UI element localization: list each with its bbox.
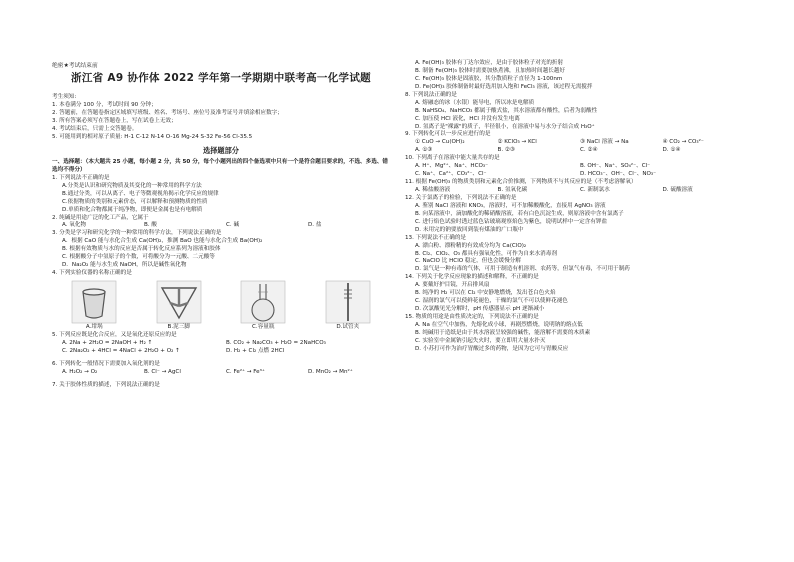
question-option: A. 2Na + 2H₂O = 2NaOH + H₂ ↑ (62, 339, 153, 346)
question-option: ① CuO → Cu(OH)₂ (415, 139, 465, 146)
clay-triangle-icon (156, 280, 202, 324)
question-option: C.依据物质的类别和元素价态，可以解释和预测物质的性质 (62, 198, 208, 205)
question-option: C. ②④ (580, 147, 598, 154)
question-stem: 13. 下列说法不正确的是 (405, 234, 467, 241)
question-option: D. 硫酸溶液 (662, 187, 693, 193)
question-option: D. 未用完的钠要放回到装有煤油的广口瓶中 (415, 226, 524, 233)
question-option: C. Na⁺、Ca²⁺、CO₃²⁻、Cl⁻ (415, 171, 487, 178)
question-option: C. 湿润的氯气可以使鲜花褪色，干燥的氯气不可以使鲜花褪色 (415, 298, 568, 305)
question-option: B. 纯碱用于造纸是由于其水溶液呈较强的碱性，能溶解不需要的木质素 (415, 329, 591, 336)
question-option: A. ①③ (415, 147, 433, 154)
exam-notice (52, 94, 390, 142)
question-option: A. Fe(OH)₃ 胶体有丁达尔效应，是由于胶体粒子对光的折射 (415, 60, 564, 66)
question-option: ④ CO₂ → CO₃²⁻ (662, 139, 704, 146)
question-option: D. MnO₂ → Mn²⁺ (308, 368, 353, 375)
notice-heading: 考生须知: (52, 94, 77, 101)
question-option: A. H₂O₂ → O₂ (62, 368, 98, 375)
question-stem: 3. 分类是学习和研究化学的一种常用的科学方法，下列说法正确的是 (52, 230, 222, 237)
question-stem: 12. 关于氯离子的检验，下列说法不正确的是 (405, 194, 517, 201)
option-row (405, 139, 745, 147)
question-option: ② KClO₃ → KCl (497, 139, 537, 146)
question-option: C. Fe²⁺ → Fe³⁺ (226, 368, 265, 375)
question-option: A. 熔融态的冰（水银）能导电，所以冰是电解质 (415, 99, 535, 106)
option-row (52, 369, 390, 377)
question-option: C. Fe(OH)₃ 胶体是固液胶，其分散质粒子直径为 1-100nm (415, 75, 563, 82)
instrument-label: C.容量瓶 (252, 324, 275, 331)
question-option: D. 次氯酸见光分解时，pH 传感器显示 pH 逐渐减小 (415, 306, 545, 313)
question-option: ③ NaCl 溶液 → Na (580, 139, 629, 146)
option-row (405, 163, 745, 171)
question-option: B. NaHSO₄、NaHCO₃ 都属于酸式盐，其水溶液都有酸性，后者为弱酸性 (415, 107, 598, 114)
instrument-triangle (156, 280, 202, 332)
question-option: C. NaClO 比 HClO 稳定，但也会缓慢分解 (415, 258, 521, 265)
question-option: C. 根据酸分子中氢原子的个数，可将酸分为一元酸、二元酸等 (62, 254, 215, 261)
question-stem: 7. 关于胶体性质的描述，下列说法正确的是 (52, 381, 160, 388)
question-option: B. Cl₂、ClO₂、O₃ 都具有强氧化性，可作为自来水消毒剂 (415, 250, 557, 257)
question-option: A. Na 在空气中加热，先熔化成小球，再剧烈燃烧，说明钠的熔点低 (415, 321, 583, 328)
instrument-images (52, 278, 390, 332)
question-option: A. H⁺、Mg²⁺、Na⁺、HCO₃⁻ (415, 163, 489, 170)
notice-item: 2. 答题前，在答题卷指定区域填写班级、姓名、考场号、座位号及准考证号并填涂相应数字； (52, 110, 283, 116)
question-option: D. ①④ (662, 147, 681, 154)
question-stem: 4. 下列实验仪器的名称正确的是 (52, 270, 132, 277)
question-option: D. HCO₃⁻、OH⁻、Cl⁻、NO₃⁻ (580, 171, 657, 178)
question-option: B. 纯净的 H₂ 可以在 Cl₂ 中安静地燃烧，发出苍白色火焰 (415, 290, 556, 297)
question-stem: 10. 下列离子在溶液中能大量共存的是 (405, 155, 500, 162)
page-title: 浙江省 A9 协作体 2022 学年第一学期期中联考高一化学试题 (71, 72, 371, 85)
question-option: D.单质和化合物都属于纯净物，即便是金属也是有电解质 (62, 206, 203, 213)
question-option: C. 进行焰色试验时透过蓝色钴玻璃观察焰色为紫色，说明试样中一定含有钾盐 (415, 218, 608, 225)
question-option: B. ②③ (497, 147, 515, 154)
question-stem: 15. 物质的用途是由性质决定的，下列说法不正确的是 (405, 314, 539, 320)
question-stem: 6. 下列转化一般情况下需要加入氧化剂的是 (52, 360, 160, 367)
test-tube-holder-icon (325, 280, 371, 324)
left-column (52, 62, 390, 390)
question-option: D．Na₂O₂ 能与水生成 NaOH，所以是碱性氧化物 (62, 262, 187, 269)
question-option: A. 要戴好护目镜，开启排风扇 (415, 282, 490, 289)
notice-item: 4. 考试结束后，只需上交答题卷。 (52, 125, 138, 132)
question-option: B.通过分类，可以从离子、电子等微观视角揭示化学反应的规律 (62, 190, 219, 197)
question-option: A.分类是认识和研究物质及其变化的一种常用的科学方法 (62, 182, 202, 189)
question-option: D. H₂ + Cl₂ 点燃 2HCl (226, 347, 285, 354)
instrument-label: B.泥三脚 (167, 324, 190, 331)
notice-item: 3. 所有答案必须写在答题卷上，写在试卷上无效； (52, 117, 177, 124)
crucible-icon (71, 280, 117, 324)
instrument-tube-holder (325, 280, 371, 332)
question-stem: 5. 下列反应既是化合反应，又是氧化还原反应的是 (52, 331, 177, 338)
question-option: D. Fe(OH)₃ 胶体制备时最好选用加入饱和 FeCl₃ 溶液，该过程无需搅拌 (415, 83, 593, 90)
question-option: D. 盐 (308, 222, 322, 229)
notice-item: 5. 可能用到的相对原子质量: H-1 C-12 N-14 O-16 Mg-24 S-32 Fe-56 Cl-35.5 (52, 133, 253, 140)
question-option: B. 制备 Fe(OH)₃ 胶体时需要加热煮沸，且加热时间越长越好 (415, 67, 565, 74)
question-option: D. 小苏打可作为治疗胃酸过多的药物，是因为它可与胃酸反应 (415, 345, 569, 352)
question-stem: 8. 下列说法正确的是 (405, 91, 457, 98)
notice-item: 1. 本卷满分 100 分，考试时间 90 分钟； (52, 102, 157, 109)
question-option: C. 加压使 HCl 液化，HCl 并没有发生电离 (415, 115, 520, 122)
option-row (52, 348, 390, 356)
question-option: C. 碱 (226, 222, 240, 229)
question-stem: 11. 根据 Fe(OH)₃ 的物质类别和元素化合价推测，下列物质不与其反应的是（不考虑溶解氧） (405, 179, 637, 186)
part1-intro: 一、选择题：（本大题共 25 小题，每小题 2 分，共 50 分，每个小题列出的四个备选项中只有一个是符合题目要求的，不选、多选、错选均不得分） (52, 158, 389, 173)
question-option: C. 2Na₂O₂ + 4HCl = 4NaCl + 2H₂O + O₂ ↑ (62, 347, 180, 354)
question-option: D. 氯气是一种有毒的气体，可用于制造有机溶剂、农药等，但氯气有毒，不可用于制药 (415, 266, 630, 273)
instrument-label: D.试管夹 (336, 324, 360, 331)
option-row (405, 187, 745, 195)
option-row (405, 171, 745, 179)
secret-label: 绝密★考试结束前 (52, 63, 98, 69)
question-stem: 14. 下列关于化学反应现象的描述和解释，不正确的是 (405, 274, 539, 281)
section-title: 选择题部分 (203, 145, 239, 155)
volumetric-flask-icon (240, 280, 286, 324)
question-option: B. Cl⁻ → AgCl (144, 368, 181, 375)
question-option: B. 酸 (144, 222, 157, 229)
right-column (405, 60, 745, 354)
question-option: C. 新制氯水 (580, 187, 610, 193)
question-option: B. OH⁻、Na⁺、SO₄²⁻、Cl⁻ (580, 163, 651, 170)
instrument-flask (240, 280, 286, 332)
question-option: B. 根据有效物质与水的反应是否属于转化反应系列为溶液和胶体 (62, 246, 221, 253)
question-option: A. 漂白粉、漂粉精的有效成分均为 Ca(ClO)₂ (415, 242, 527, 249)
instrument-label: A.坩埚 (85, 324, 103, 331)
question-stem: 2. 纯碱是用途广泛的化工产品，它属于 (52, 214, 149, 221)
question-option: A. 鉴别 NaCl 溶液和 KNO₃，溶液时，可不加稀酸酸化，直接用 AgNO₃ 溶液 (415, 202, 606, 209)
instrument-crucible (71, 280, 117, 332)
option-row (52, 340, 390, 348)
question-option: D. 氢离子是"裸露"的质子，半径很小，在溶液中易与水分子结合成 H₃O⁺ (415, 123, 595, 130)
question-stem: 9. 下列转化可以一步反应进行的是 (405, 131, 491, 138)
question-option: A. 稀盐酸溶液 (415, 187, 451, 193)
question-option: B. CO₂ + Na₂CO₃ + H₂O = 2NaHCO₃ (226, 339, 326, 346)
question-option: A．根据 CaO 能与水化合生成 Ca(OH)₂，推测 BaO 也能与水化合生成 Ba(OH)₂ (62, 238, 263, 245)
question-option: B. 向某溶液中，滴加酸化的稀硝酸溶液，若有白色沉淀生成，则原溶液中含有氯离子 (415, 210, 624, 217)
question-stem: 1. 下列说法不正确的是 (52, 174, 110, 181)
question-option: A. 氧化物 (62, 222, 87, 229)
question-option: C. 实验室中金属钠引起失火时，要立即用大量水扑灭 (415, 337, 546, 344)
question-option: B. 氢氧化碳 (497, 187, 528, 193)
